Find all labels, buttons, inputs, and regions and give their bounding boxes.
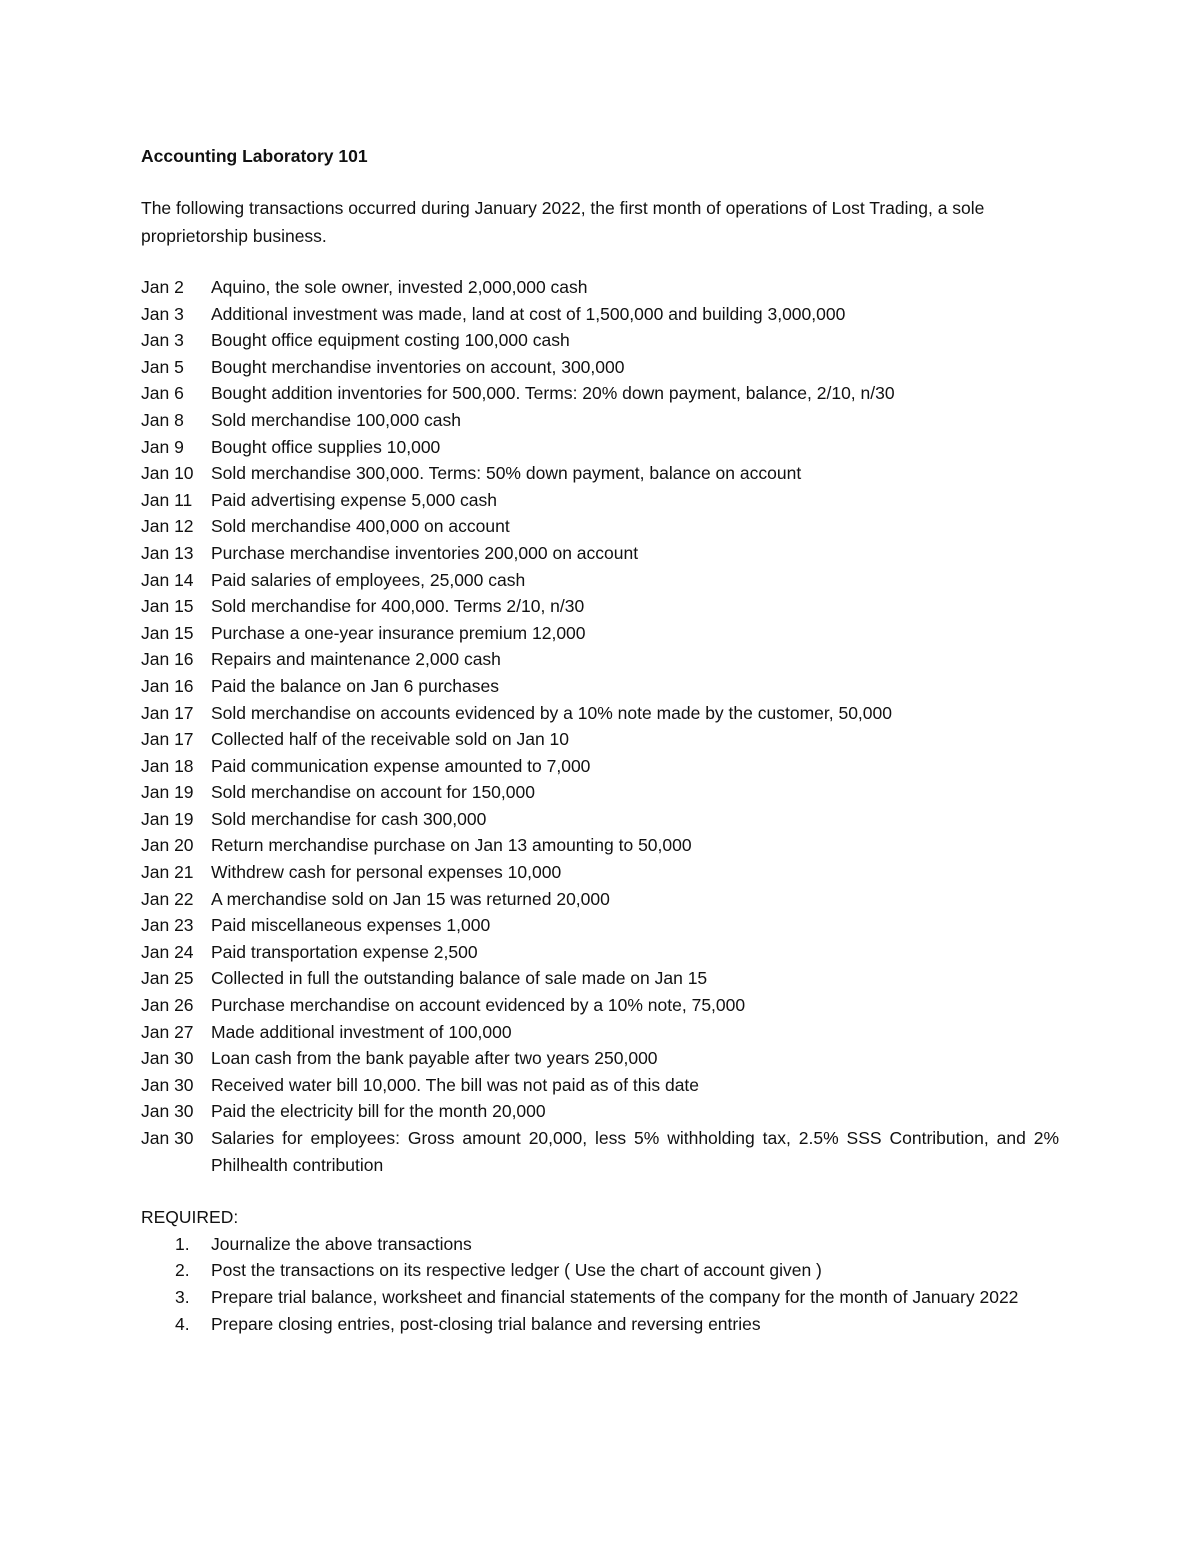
transaction-date: Jan 6 [141, 383, 184, 404]
transaction-date: Jan 3 [141, 330, 184, 351]
transaction-description: Made additional investment of 100,000 [211, 1021, 512, 1042]
transaction-row [141, 700, 1059, 727]
transaction-description: Sold merchandise for cash 300,000 [211, 808, 487, 829]
transaction-description: Sold merchandise on account for 150,000 [211, 782, 535, 803]
transaction-row [141, 301, 1059, 328]
transaction-date: Jan 15 [141, 596, 194, 617]
transaction-row [141, 673, 1059, 700]
transaction-date: Jan 15 [141, 622, 194, 643]
transaction-row [141, 939, 1059, 966]
transaction-date: Jan 5 [141, 356, 184, 377]
required-item-number: 1. [175, 1233, 190, 1254]
transaction-description: Sold merchandise 300,000. Terms: 50% down payment, balance on account [211, 463, 802, 484]
transaction-description: Paid the electricity bill for the month 20,000 [211, 1101, 546, 1122]
transaction-row [141, 992, 1059, 1019]
required-item-number: 2. [175, 1260, 190, 1281]
transaction-date: Jan 16 [141, 649, 194, 670]
transaction-date: Jan 30 [141, 1048, 194, 1069]
transaction-description: Sold merchandise 400,000 on account [211, 516, 510, 537]
required-item-text: Journalize the above transactions [211, 1233, 472, 1254]
required-heading: REQUIRED: [141, 1207, 239, 1228]
transaction-date: Jan 24 [141, 941, 194, 962]
transaction-row [141, 912, 1059, 939]
transaction-description: Purchase a one-year insurance premium 12,000 [211, 622, 586, 643]
transaction-description: Paid salaries of employees, 25,000 cash [211, 569, 526, 590]
transaction-description: Sold merchandise for 400,000. Terms 2/10, n/30 [211, 596, 585, 617]
required-item-text: Post the transactions on its respective ledger ( Use the chart of account given ) [211, 1260, 822, 1281]
transaction-date: Jan 12 [141, 516, 194, 537]
transaction-description: Sold merchandise on accounts evidenced by a 10% note made by the customer, 50,000 [211, 702, 892, 723]
transaction-row [141, 327, 1059, 354]
transaction-date: Jan 30 [141, 1128, 194, 1148]
transaction-date: Jan 30 [141, 1101, 194, 1122]
required-section [141, 1204, 1059, 1337]
transaction-row [141, 434, 1059, 461]
transaction-row [141, 513, 1059, 540]
transaction-date: Jan 17 [141, 729, 194, 750]
transaction-description: Bought office equipment costing 100,000 cash [211, 330, 570, 351]
transaction-list [141, 274, 1059, 1178]
transaction-row [141, 487, 1059, 514]
transaction-description: Purchase merchandise inventories 200,000 on account [211, 542, 639, 563]
transaction-row [141, 965, 1059, 992]
transaction-description: Return merchandise purchase on Jan 13 amounting to 50,000 [211, 835, 692, 856]
required-item [141, 1284, 1059, 1311]
transaction-row [141, 779, 1059, 806]
transaction-description: Bought office supplies 10,000 [211, 436, 441, 457]
transaction-row [141, 1019, 1059, 1046]
transaction-date: Jan 10 [141, 463, 194, 484]
transaction-row [141, 407, 1059, 434]
transaction-date: Jan 3 [141, 303, 184, 324]
transaction-row [141, 540, 1059, 567]
transaction-description: Paid miscellaneous expenses 1,000 [211, 915, 491, 936]
document-content [141, 142, 1059, 1337]
required-item [141, 1257, 1059, 1284]
transaction-date: Jan 2 [141, 277, 184, 297]
transaction-row [141, 806, 1059, 833]
transaction-date: Jan 17 [141, 702, 194, 723]
transaction-description: Collected in full the outstanding balance of sale made on Jan 15 [211, 968, 708, 989]
transaction-description: Aquino, the sole owner, invested 2,000,000 cash [211, 277, 588, 297]
transaction-date: Jan 21 [141, 862, 194, 883]
transaction-date: Jan 20 [141, 835, 194, 856]
transaction-row [141, 753, 1059, 780]
transaction-date: Jan 19 [141, 808, 194, 829]
transaction-row [141, 593, 1059, 620]
transaction-row [141, 646, 1059, 673]
transaction-row [141, 274, 1059, 301]
transaction-row [141, 726, 1059, 753]
transaction-row [141, 354, 1059, 381]
transaction-date: Jan 14 [141, 569, 194, 590]
transaction-date: Jan 19 [141, 782, 194, 803]
transaction-date: Jan 18 [141, 755, 194, 776]
transaction-row [141, 1125, 1059, 1178]
transaction-row [141, 620, 1059, 647]
transaction-date: Jan 23 [141, 915, 194, 936]
transaction-date: Jan 11 [141, 489, 193, 510]
transaction-date: Jan 26 [141, 995, 194, 1016]
transaction-description: Sold merchandise 100,000 cash [211, 409, 462, 430]
required-item-number: 3. [175, 1286, 190, 1307]
transaction-description: Collected half of the receivable sold on Jan 10 [211, 729, 570, 750]
transaction-date: Jan 8 [141, 409, 184, 430]
transaction-row [141, 1045, 1059, 1072]
document-title: Accounting Laboratory 101 [141, 146, 368, 166]
transaction-date: Jan 13 [141, 542, 194, 563]
transaction-row [141, 1072, 1059, 1099]
transaction-description: Salaries for employees: Gross amount 20,000, less 5% withholding tax, 2.5% SSS Contribution, and 2% Philhealth contribution [211, 1128, 1059, 1175]
transaction-row [141, 832, 1059, 859]
transaction-date: Jan 9 [141, 436, 184, 457]
transaction-description: Additional investment was made, land at cost of 1,500,000 and building 3,000,000 [211, 303, 846, 324]
transaction-date: Jan 27 [141, 1021, 194, 1042]
intro-paragraph: The following transactions occurred during January 2022, the first month of operations of Lost Trading, a sole proprietorship business. [141, 198, 985, 246]
transaction-description: Paid advertising expense 5,000 cash [211, 489, 498, 510]
transaction-date: Jan 22 [141, 888, 194, 909]
transaction-description: A merchandise sold on Jan 15 was returned 20,000 [211, 888, 610, 909]
transaction-row [141, 1098, 1059, 1125]
transaction-row [141, 859, 1059, 886]
transaction-date: Jan 16 [141, 675, 194, 696]
transaction-row [141, 380, 1059, 407]
required-list [141, 1231, 1059, 1337]
transaction-description: Repairs and maintenance 2,000 cash [211, 649, 501, 670]
transaction-description: Loan cash from the bank payable after two years 250,000 [211, 1048, 658, 1069]
transaction-description: Purchase merchandise on account evidenced by a 10% note, 75,000 [211, 995, 746, 1016]
transaction-row [141, 886, 1059, 913]
transaction-date: Jan 25 [141, 968, 194, 989]
transaction-description: Paid the balance on Jan 6 purchases [211, 675, 499, 696]
transaction-description: Withdrew cash for personal expenses 10,000 [211, 862, 562, 883]
transaction-description: Paid communication expense amounted to 7,000 [211, 755, 591, 776]
transaction-date: Jan 30 [141, 1074, 194, 1095]
transaction-row [141, 567, 1059, 594]
transaction-description: Paid transportation expense 2,500 [211, 941, 478, 962]
required-item-text: Prepare trial balance, worksheet and financial statements of the company for the month of January 2022 [211, 1286, 1019, 1307]
required-item-text: Prepare closing entries, post-closing trial balance and reversing entries [211, 1313, 761, 1334]
transaction-description: Bought addition inventories for 500,000. Terms: 20% down payment, balance, 2/10, n/30 [211, 383, 895, 404]
transaction-description: Received water bill 10,000. The bill was not paid as of this date [211, 1074, 700, 1095]
transaction-description: Bought merchandise inventories on account, 300,000 [211, 356, 625, 377]
required-item [141, 1311, 1059, 1338]
required-item [141, 1231, 1059, 1258]
transaction-row [141, 460, 1059, 487]
required-item-number: 4. [175, 1313, 190, 1334]
